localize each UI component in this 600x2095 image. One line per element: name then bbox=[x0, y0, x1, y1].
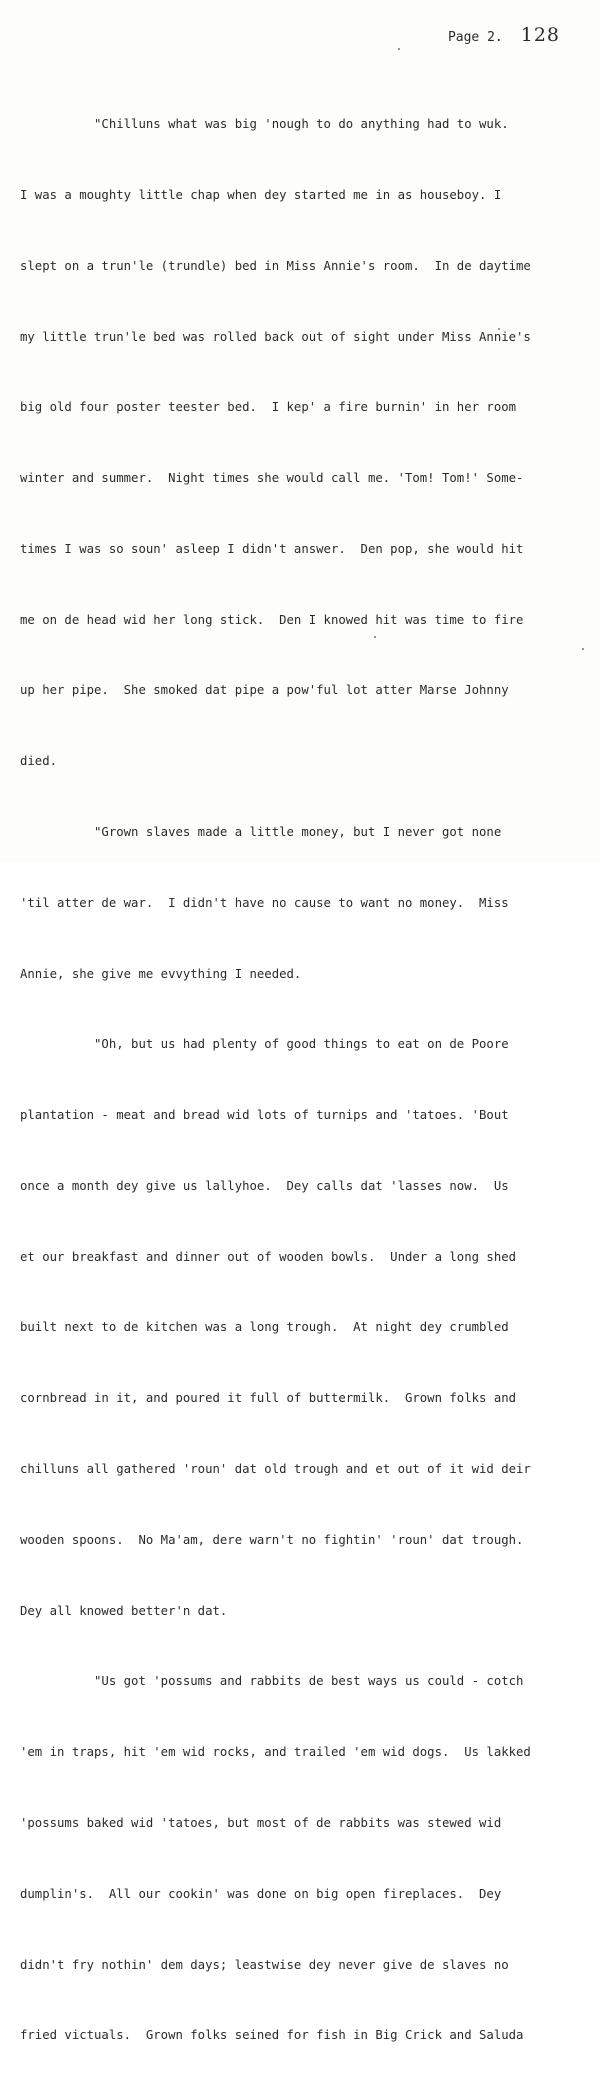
paper-speck bbox=[398, 48, 400, 50]
text-line: built next to de kitchen was a long trough. At night dey crumbled bbox=[20, 1320, 509, 1335]
text-line: plantation - meat and bread wid lots of turnips and 'tatoes. 'Bout bbox=[20, 1108, 509, 1123]
text-line: "Chilluns what was big 'nough to do anything had to wuk. bbox=[20, 117, 509, 132]
text-line: chilluns all gathered 'roun' dat old trough and et out of it wid deir bbox=[20, 1462, 531, 1477]
text-line: cornbread in it, and poured it full of buttermilk. Grown folks and bbox=[20, 1391, 517, 1406]
text-line: my little trun'le bed was rolled back out of sight under Miss Annie's bbox=[20, 329, 531, 344]
page-label: Page 2. bbox=[447, 30, 503, 45]
text-line: didn't fry nothin' dem days; leastwise dey never give de slaves no bbox=[20, 1957, 509, 1972]
text-line: big old four poster teester bed. I kep' a fire burnin' in her room bbox=[20, 400, 517, 415]
text-line: et our breakfast and dinner out of wooden bowls. Under a long shed bbox=[20, 1249, 517, 1264]
paper-speck bbox=[498, 328, 500, 330]
paper-speck bbox=[582, 648, 584, 650]
text-line: dumplin's. All our cookin' was done on big open fireplaces. Dey bbox=[20, 1886, 502, 1901]
text-line: me on de head wid her long stick. Den I knowed hit was time to fire bbox=[20, 612, 524, 627]
text-line: once a month dey give us lallyhoe. Dey calls dat 'lasses now. Us bbox=[20, 1178, 509, 1193]
text-line: 'em in traps, hit 'em wid rocks, and trailed 'em wid dogs. Us lakked bbox=[20, 1745, 531, 1760]
text-line: 'possums baked wid 'tatoes, but most of de rabbits was stewed wid bbox=[20, 1815, 502, 1830]
text-line: 'til atter de war. I didn't have no cause to want no money. Miss bbox=[20, 895, 509, 910]
transcript-body bbox=[20, 66, 586, 2095]
text-line: died. bbox=[20, 754, 58, 769]
text-line: wooden spoons. No Ma'am, dere warn't no fightin' 'roun' dat trough. bbox=[20, 1532, 524, 1547]
text-line: Dey all knowed better'n dat. bbox=[20, 1603, 228, 1618]
paper-speck bbox=[374, 636, 376, 638]
page-header bbox=[448, 24, 560, 46]
text-line: "Us got 'possums and rabbits de best ways us could - cotch bbox=[20, 1674, 524, 1689]
text-line: winter and summer. Night times she would call me. 'Tom! Tom!' Some- bbox=[20, 471, 524, 486]
text-line: up her pipe. She smoked dat pipe a pow'ful lot atter Marse Johnny bbox=[20, 683, 509, 698]
text-line: Annie, she give me evvything I needed. bbox=[20, 966, 302, 981]
page-number: 128 bbox=[520, 24, 560, 46]
text-line: I was a moughty little chap when dey started me in as houseboy. I bbox=[20, 187, 502, 202]
text-line: "Oh, but us had plenty of good things to eat on de Poore bbox=[20, 1037, 509, 1052]
text-line: "Grown slaves made a little money, but I never got none bbox=[20, 825, 502, 839]
text-line: times I was so soun' asleep I didn't answer. Den pop, she would hit bbox=[20, 541, 524, 556]
text-line: fried victuals. Grown folks seined for fish in Big Crick and Saluda bbox=[20, 2028, 524, 2043]
text-line: slept on a trun'le (trundle) bed in Miss Annie's room. In de daytime bbox=[20, 258, 531, 273]
